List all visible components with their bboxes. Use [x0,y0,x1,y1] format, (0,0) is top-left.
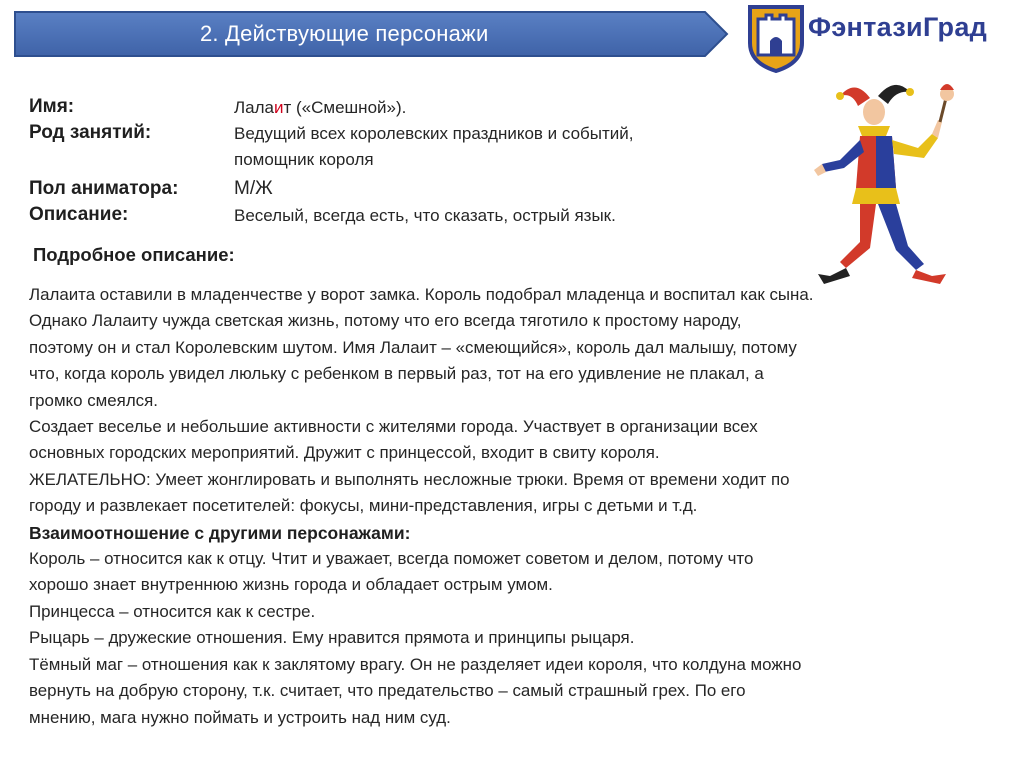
name-value: Лалаит («Смешной»). [234,98,407,117]
gender-value: М/Ж [234,178,273,199]
logo-text: ФэнтазиГрад [808,12,988,42]
detail-line: громко смеялся. [29,390,158,410]
detail-line: поэтому он и стал Королевским шутом. Имя Лалаит – «смеющийся», король дал малышу, потому [29,337,797,357]
detail-line: ЖЕЛАТЕЛЬНО: Умеет жонглировать и выполнять несложные трюки. Время от времени ходит по [29,469,790,489]
gender-label: Пол аниматора: [29,178,179,199]
description-value: Веселый, всегда есть, что сказать, острый язык. [234,206,616,225]
job-value-line2: помощник короля [234,150,374,169]
job-value-line1: Ведущий всех королевских праздников и событий, [234,124,634,143]
relations-line: Рыцарь – дружеские отношения. Ему нравится прямота и принципы рыцаря. [29,628,635,648]
detail-body [29,282,999,731]
detail-line: городу и развлекает посетителей: фокусы, мини-представления, игры с детьми и т.д. [29,496,698,516]
detail-line: Однако Лалаиту чужда светская жизнь, потому что его всегда тяготило к простому народу, [29,311,742,331]
detail-line: что, когда король увидел люльку с ребенком в первый раз, тот на его удивление не плакал, а [29,364,764,384]
page-title: 2. Действующие персонажи [200,21,489,46]
detail-line: Лалаита оставили в младенчестве у ворот замка. Король подобрал младенца и воспитал как сына. [29,285,814,304]
relations-line: Король – относится как к отцу. Чтит и уважает, всегда поможет советом и делом, потому что [29,549,754,569]
relations-line: Принцесса – относится как к сестре. [29,601,316,621]
detail-heading: Подробное описание: [33,244,235,265]
relations-heading: Взаимоотношение с другими персонажами: [29,522,411,543]
relations-line: хорошо знает внутреннюю жизнь города и обладает острым умом. [29,575,553,595]
description-label: Описание: [29,204,129,225]
header-banner [0,10,730,58]
relations-line: вернуть на добрую сторону, т.к. считает, что предательство – самый страшный грех. По его [29,681,746,701]
name-label: Имя: [29,96,75,117]
detail-line: основных городских мероприятий. Дружит с принцессой, входит в свиту короля. [29,443,660,463]
relations-line: Тёмный маг – отношения как к заклятому врагу. Он не разделяет идеи короля, что колдуна можно [29,654,802,674]
jester-illustration [800,78,985,296]
job-label: Род занятий: [29,122,152,143]
relations-line: мнению, мага нужно поймать и устроить над ним суд. [29,707,451,727]
detail-line: Создает веселье и небольшие активности с жителями города. Участвует в организации всех [29,417,758,437]
castle-shield-icon [746,3,806,73]
